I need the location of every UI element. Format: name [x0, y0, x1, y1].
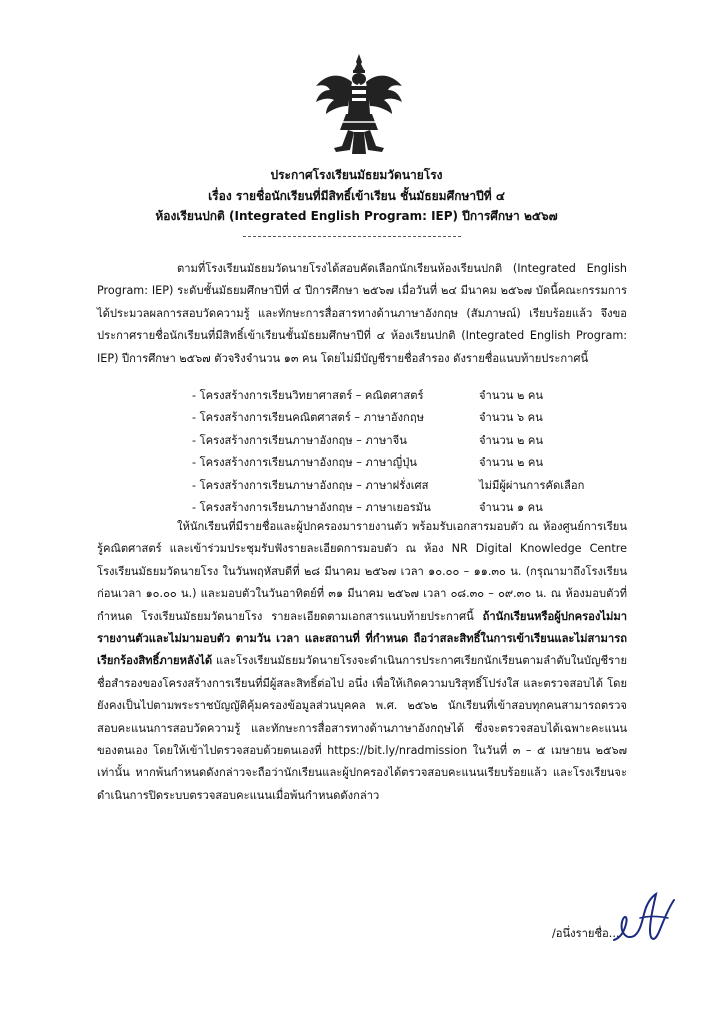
signature-icon — [610, 888, 680, 950]
program-name: - โครงสร้างการเรียนคณิตศาสตร์ – ภาษาอังกฤษ — [192, 411, 424, 425]
paragraph-instructions-text — [97, 516, 627, 807]
program-count: ไม่มีผู้ผ่านการคัดเลือก — [479, 478, 585, 492]
program-count: จำนวน ๒ คน — [479, 433, 544, 447]
program-count: จำนวน ๖ คน — [479, 411, 543, 425]
program-name: - โครงสร้างการเรียนภาษาอังกฤษ – ภาษาจีน — [192, 433, 407, 447]
garuda-emblem-icon — [312, 52, 406, 156]
continued-marker: /อนึ่งรายชื่อ... — [552, 927, 620, 940]
heading-subject: เรื่อง รายชื่อนักเรียนที่มีสิทธิ์เข้าเรียน ชั้นมัธยมศึกษาปีที่ ๔ — [208, 189, 505, 203]
program-name: - โครงสร้างการเรียนภาษาอังกฤษ – ภาษาเยอรมัน — [192, 500, 431, 514]
heading-school: ประกาศโรงเรียนมัธยมวัดนายโรง — [270, 168, 443, 182]
instructions-part-1: ให้นักเรียนที่มีรายชื่อและผู้ปกครองมารายงานตัว พร้อมรับเอกสารมอบตัว ณ ห้องศูนย์การเรียนรู้คณิตศาสตร์ และเข้าร่วมประชุมรับฟังรายละเอียดการมอบตัว ณ ห้อง NR Digital Knowledge Centre โรงเรียนมัธยมวัดนายโรง ในวันพฤหัสบดีที่ ๒๘ มีนาคม ๒๕๖๗ เวลา ๑๐.๐๐ – ๑๑.๓๐ น. (กรุณามาถึงโรงเรียนก่อนเวลา ๑๐.๐๐ น.) และมอบตัวในวันอาทิตย์ที่ ๓๑ มีนาคม ๒๕๖๗ เวลา ๐๘.๓๐ – ๐๙.๓๐ น. ณ ห้องมอบตัวที่กำหนด โรงเรียนมัธยมวัดนายโรง รายละเอียดตามเอกสารแนบท้ายประกาศนี้ — [97, 520, 627, 623]
instructions-warning: ถ้านักเรียนหรือผู้ปกครองไม่มารายงานตัวและไม่มามอบตัว ตามวัน เวลา และสถานที่ ที่กำหนด ถือว่าสละสิทธิ์ในการเข้าเรียนและไม่สามารถเรียกร้องสิทธิ์ภายหลังได้ — [97, 609, 627, 668]
program-count: จำนวน ๒ คน — [479, 389, 544, 402]
program-count: จำนวน ๒ คน — [479, 456, 544, 470]
instructions-part-2: และโรงเรียนมัธยมวัดนายโรงจะดำเนินการประกาศเรียกนักเรียนตามลำดับในบัญชีรายชื่อสำรองของโครงสร้างการเรียนที่มีผู้สละสิทธิ์ต่อไป อนึ่ง เพื่อให้เกิดความบริสุทธิ์โปร่งใส และตรวจสอบได้ โดยยังคงเป็นไปตามพระราชบัญญัติคุ้มครองข้อมูลส่วนบุคคล พ.ศ. ๒๕๖๒ นักเรียนที่เข้าสอบทุกคนสามารถตรวจสอบคะแนนการสอบวัดความรู้ และทักษะการสื่อสารทางด้านภาษาอังกฤษได้ ซึ่งจะตรวจสอบได้เฉพาะคะแนนของตนเอง โดยให้เข้าไปตรวจสอบด้วยตนเองที่ https://bit.ly/nradmission ในวันที่ ๓ – ๕ เมษายน ๒๕๖๗ เท่านั้น หากพ้นกำหนดดังกล่าวจะถือว่านักเรียนและผู้ปกครองได้ตรวจสอบคะแนนเรียบร้อยแล้ว และโรงเรียนจะดำเนินการปิดระบบตรวจสอบคะแนนเมื่อพ้นกำหนดดังกล่าว — [97, 654, 627, 802]
paragraph-intro-text: ตามที่โรงเรียนมัธยมวัดนายโรงได้สอบคัดเลือกนักเรียนห้องเรียนปกติ (Integrated English Program: IEP) ระดับชั้นมัธยมศึกษาปีที่ ๔ ปีการศึกษา ๒๕๖๗ เมื่อวันที่ ๒๔ มีนาคม ๒๕๖๗ บัดนี้คณะกรรมการได้ประมวลผลการสอบวัดความรู้ และทักษะการสื่อสารทางด้านภาษาอังกฤษ (สัมภาษณ์) เรียบร้อยแล้ว จึงขอประกาศรายชื่อนักเรียนที่มีสิทธิ์เข้าเรียนชั้นมัธยมศึกษาปีที่ ๔ ห้องเรียนปกติ (Integrated English Program: IEP) ปีการศึกษา ๒๕๖๗ ตัวจริงจำนวน ๑๓ คน โดยไม่มีบัญชีรายชื่อสำรอง ดังรายชื่อแนบท้ายประกาศนี้ — [97, 262, 627, 365]
paragraph-intro — [97, 258, 627, 370]
program-count: จำนวน ๑ คน — [479, 500, 543, 514]
program-name: - โครงสร้างการเรียนภาษาอังกฤษ – ภาษาฝรั่งเศส — [192, 478, 429, 492]
paragraph-instructions — [97, 516, 627, 807]
program-name: - โครงสร้างการเรียนภาษาอังกฤษ – ภาษาญี่ปุ่น — [192, 456, 417, 470]
heading-divider — [243, 236, 461, 237]
program-name: - โครงสร้างการเรียนวิทยาศาสตร์ – คณิตศาสตร์ — [192, 389, 424, 402]
heading-program: ห้องเรียนปกติ (Integrated English Program: IEP) ปีการศึกษา ๒๕๖๗ — [155, 209, 558, 223]
